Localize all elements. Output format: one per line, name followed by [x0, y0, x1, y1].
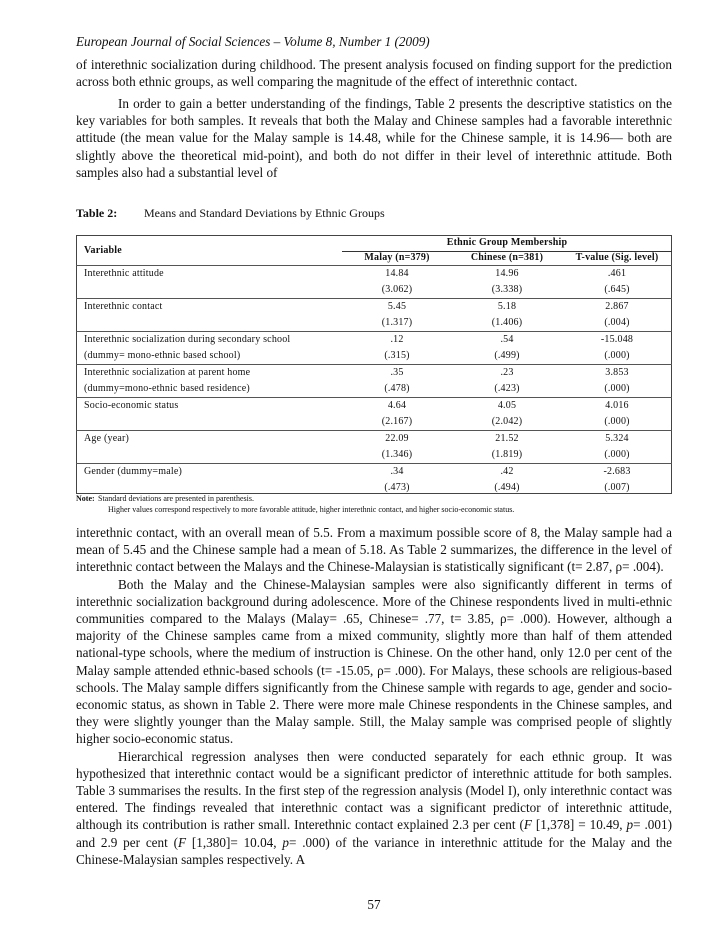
chinese-cell: .42 (.494) — [452, 464, 562, 497]
table-row — [76, 332, 672, 365]
table-header-row — [76, 237, 672, 252]
page-number: 57 — [367, 897, 381, 912]
note-line-1: Standard deviations are presented in parenthesis. — [98, 494, 254, 503]
tvalue-cell: 4.016 (.000) — [562, 398, 672, 431]
row-label: Interethnic socialization at parent home (dummy=mono-ethnic based residence) — [76, 365, 342, 398]
tvalue-cell: 5.324 (.000) — [562, 431, 672, 464]
tvalue-cell: -15.048 (.000) — [562, 332, 672, 365]
chinese-cell: .54 (.499) — [452, 332, 562, 365]
row-label: Interethnic contact — [76, 299, 342, 332]
row-label: Socio-economic status — [76, 398, 342, 431]
variable-header: Variable — [84, 245, 122, 256]
row-label: Interethnic attitude — [76, 266, 342, 299]
paragraph-1: of interethnic socialization during childhood. The present analysis focused on finding support for the prediction across both ethnic groups, as well comparing the magnitude of the effect of interethnic contact. — [76, 57, 672, 90]
table-note — [76, 493, 514, 515]
chinese-cell: 21.52 (1.819) — [452, 431, 562, 464]
paragraph-3: interethnic contact, with an overall mean of 5.5. From a maximum possible score of 8, the Malay sample had a mean of 5.45 and the Chinese sample had a mean of 5.18. As Table 2 summarizes, the difference in the level of interethnic contact between the Malays and the Chinese-Malaysian is statistically significant (t= 2.87, ρ= .004). — [76, 525, 672, 575]
chinese-cell: 5.18 (1.406) — [452, 299, 562, 332]
table-caption — [76, 206, 385, 221]
chinese-cell: .23 (.423) — [452, 365, 562, 398]
table-label: Table 2: — [76, 206, 118, 220]
malay-cell: .35 (.478) — [342, 365, 452, 398]
paragraph-4: Both the Malay and the Chinese-Malaysian samples were also significantly different in terms of interethnic socialization background during adolescence. More of the Chinese respondents lived in multi-ethnic communities compared to the Malays (Malay= .65, Chinese= .77, t= 3.85, ρ= .000). However, although a majority of the Chinese samples came from a mixed community, slightly more than half of them attended national-type schools, where the medium of instruction is Chinese. On the other hand, only 12.0 per cent of the Malay sample attended ethnic-based schools (t= -15.05, ρ= .000). For Malays, these schools are religious-based schools. The Malay sample differs significantly from the Chinese sample with regards to age, gender and socio-economic status, as shown in Table 2. There were more male Chinese respondents in the Chinese samples, and they were slightly younger than the Malay sample. Still, the Malay sample was comprised people of slightly higher socio-economic status. — [76, 576, 672, 747]
malay-cell: 22.09 (1.346) — [342, 431, 452, 464]
malay-cell: .34 (.473) — [342, 464, 452, 497]
note-label: Note: — [76, 494, 95, 503]
table-title: Means and Standard Deviations by Ethnic Groups — [144, 206, 385, 220]
running-header: European Journal of Social Sciences – Volume 8, Number 1 (2009) — [76, 34, 430, 49]
col-tvalue: T-value (Sig. level) — [575, 252, 659, 263]
row-label: Interethnic socialization during secondary school (dummy= mono-ethnic based school) — [76, 332, 342, 365]
table-row — [76, 398, 672, 431]
paragraph-5: Hierarchical regression analyses then were conducted separately for each ethnic group. It was hypothesized that interethnic contact would be a significant predictor of interethnic attitude for both samples. Table 3 summarises the results. In the first step of the regression analysis (Model I), only interethnic contact was entered. The findings revealed that interethnic contact was a significant predictor of interethnic attitude, although its contribution is rather small. Interethnic contact explained 2.3 per cent (F [1,378] = 10.49, p= .001) and 2.9 per cent (F [1,380]= 10.04, p= .000) of the variance in interethnic attitude for the Malay and the Chinese-Malaysian samples respectively. A — [76, 748, 672, 867]
group-header: Ethnic Group Membership — [342, 237, 672, 252]
note-line-2: Higher values correspond respectively to more favorable attitude, higher interethnic contact, and higher socio-economic status. — [108, 505, 515, 514]
table-row — [76, 365, 672, 398]
tvalue-cell: 3.853 (.000) — [562, 365, 672, 398]
table-row — [76, 266, 672, 299]
table-row — [76, 431, 672, 464]
row-label: Age (year) — [76, 431, 342, 464]
chinese-cell: 14.96 (3.338) — [452, 266, 562, 299]
descriptive-stats-table — [76, 237, 672, 496]
tvalue-cell: .461 (.645) — [562, 266, 672, 299]
malay-cell: 5.45 (1.317) — [342, 299, 452, 332]
row-label: Gender (dummy=male) — [76, 464, 342, 497]
table-row — [76, 299, 672, 332]
malay-cell: 14.84 (3.062) — [342, 266, 452, 299]
table-row — [76, 464, 672, 497]
malay-cell: .12 (.315) — [342, 332, 452, 365]
tvalue-cell: 2.867 (.004) — [562, 299, 672, 332]
malay-cell: 4.64 (2.167) — [342, 398, 452, 431]
col-malay: Malay (n=379) — [364, 252, 430, 263]
chinese-cell: 4.05 (2.042) — [452, 398, 562, 431]
paragraph-2: In order to gain a better understanding of the findings, Table 2 presents the descriptive statistics on the key variables for both samples. It reveals that both the Malay and Chinese samples had a favorable interethnic attitude (the mean value for the Malay sample is 14.48, while for the Chinese sample, it is 14.96— both are slightly above the theoretical mid-point), and both do not differ in their level of interethnic attitude. Both samples also had a substantial level of — [76, 96, 672, 180]
tvalue-cell: -2.683 (.007) — [562, 464, 672, 497]
body-text — [76, 524, 672, 868]
col-chinese: Chinese (n=381) — [470, 252, 544, 263]
